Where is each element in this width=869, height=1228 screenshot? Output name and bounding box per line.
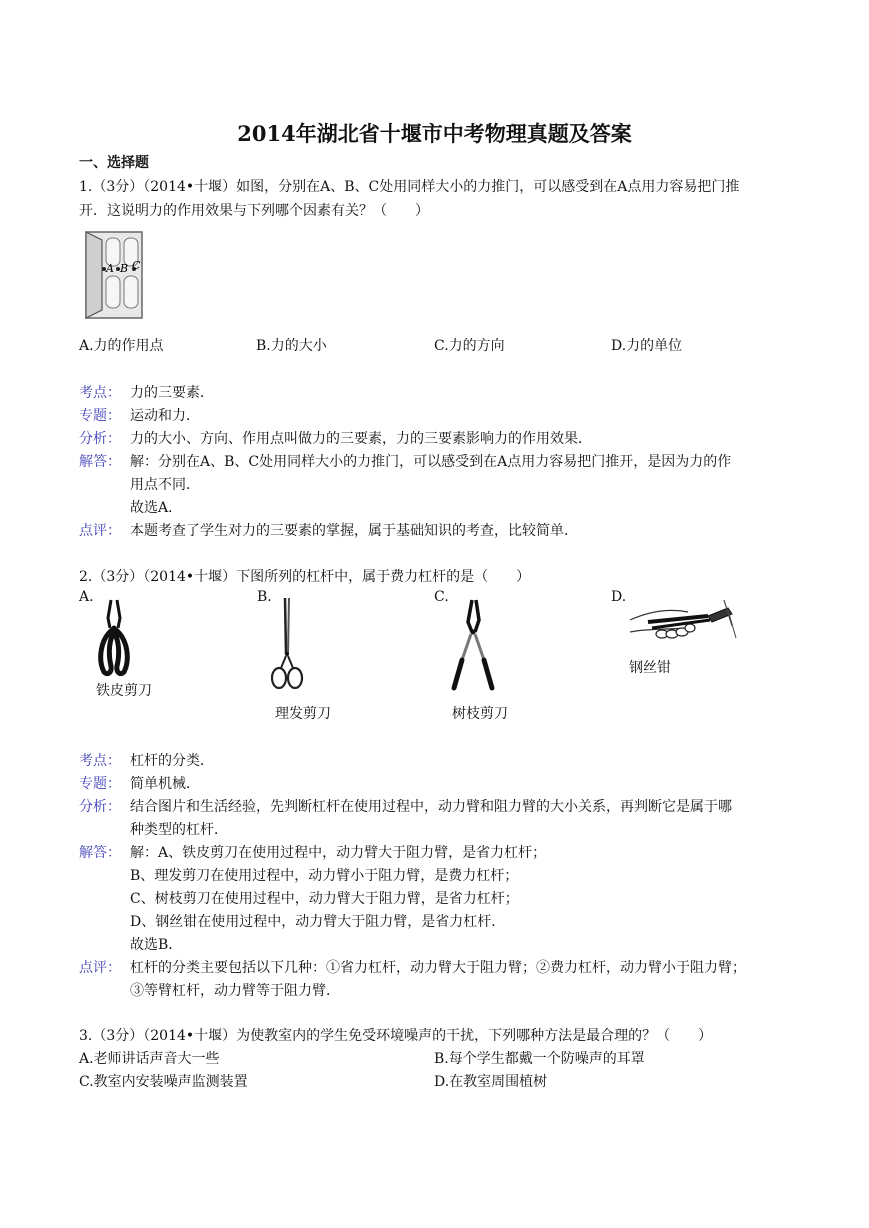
door-label-b: B <box>120 262 129 275</box>
q2-fenxi-label: 分析： <box>79 799 121 815</box>
q1-kaodian: 力的三要素． <box>130 385 214 401</box>
q2-jieda-line4: D、钢丝钳在使用过程中，动力臂大于阻力臂，是省力杠杆． <box>130 914 506 930</box>
page-title: 2014年湖北省十堰市中考物理真题及答案 <box>237 121 632 146</box>
q2-jieda-line5: 故选B． <box>130 937 183 953</box>
q2-zhuanti: 简单机械． <box>130 776 200 792</box>
q2-dianping-line1: 杠杆的分类主要包括以下几种：①省力杠杆，动力臂大于阻力臂；②费力杠杆，动力臂小于阻力臂； <box>130 960 746 976</box>
q3-stem: 3.（3分）（2014•十堰）为使教室内的学生免受环境噪声的干扰，下列哪种方法是最合理的？（ ） <box>79 1028 713 1044</box>
q2-letter-b: B. <box>257 589 272 605</box>
q3-option-b: B.每个学生都戴一个防噪声的耳罩 <box>434 1051 645 1067</box>
q1-fenxi: 力的大小、方向、作用点叫做力的三要素，力的三要素影响力的作用效果． <box>130 431 592 447</box>
q2-kaodian-label: 考点： <box>79 753 121 769</box>
q1-zhuanti-label: 专题： <box>79 408 121 424</box>
branch-shears-figure <box>448 598 498 692</box>
q1-fenxi-label: 分析： <box>79 431 121 447</box>
q1-stem-line1: 1.（3分）（2014•十堰）如图，分别在A、B、C处用同样大小的力推门，可以感受到在A点用力容易把门推 <box>79 179 740 195</box>
q2-letter-a: A. <box>79 589 94 605</box>
q2-caption-a: 铁皮剪刀 <box>96 683 152 699</box>
q2-stem: 2.（3分）（2014•十堰）下图所列的杠杆中，属于费力杠杆的是（ ） <box>79 569 531 585</box>
q2-letter-c: C. <box>434 589 449 605</box>
q2-jieda-line1: 解：A、铁皮剪刀在使用过程中，动力臂大于阻力臂，是省力杠杆； <box>130 845 547 861</box>
q1-option-d: D.力的单位 <box>611 338 683 354</box>
q2-fenxi-line1: 结合图片和生活经验，先判断杠杆在使用过程中，动力臂和阻力臂的大小关系，再判断它是属于哪 <box>130 799 732 815</box>
hair-scissors-figure <box>268 596 308 692</box>
q1-option-c: C.力的方向 <box>434 338 505 354</box>
q1-option-a: A.力的作用点 <box>79 338 164 354</box>
q2-jieda-line2: B、理发剪刀在使用过程中，动力臂小于阻力臂，是费力杠杆； <box>130 868 519 884</box>
q1-jieda-line1: 解：分别在A、B、C处用同样大小的力推门，可以感受到在A点用力容易把门推开，是因为力的作 <box>130 454 732 470</box>
q3-option-a: A.老师讲话声音大一些 <box>79 1051 220 1067</box>
q2-dianping-label: 点评： <box>79 960 121 976</box>
q2-jieda-label: 解答： <box>79 845 121 861</box>
q1-jieda-label: 解答： <box>79 454 121 470</box>
q1-option-b: B.力的大小 <box>256 338 327 354</box>
q2-jieda-line3: C、树枝剪刀在使用过程中，动力臂大于阻力臂，是省力杠杆； <box>130 891 519 907</box>
q1-dianping: 本题考查了学生对力的三要素的掌握，属于基础知识的考查，比较简单． <box>130 523 578 539</box>
q2-kaodian: 杠杆的分类． <box>130 753 214 769</box>
door-label-a: A <box>106 262 114 275</box>
q1-jieda-line3: 故选A． <box>130 500 183 516</box>
door-label-c: C <box>132 259 141 272</box>
q3-option-c: C.教室内安装噪声监测装置 <box>79 1074 248 1090</box>
tin-snips-figure <box>94 598 134 678</box>
door-figure <box>84 228 146 320</box>
q2-zhuanti-label: 专题： <box>79 776 121 792</box>
q1-jieda-line2: 用点不同． <box>130 477 200 493</box>
q2-letter-d: D. <box>611 589 627 605</box>
q1-dianping-label: 点评： <box>79 523 121 539</box>
q3-option-d: D.在教室周围植树 <box>434 1074 548 1090</box>
q1-zhuanti: 运动和力． <box>130 408 200 424</box>
q2-dianping-line2: ③等臂杠杆，动力臂等于阻力臂． <box>130 983 340 999</box>
q2-caption-b: 理发剪刀 <box>275 706 331 722</box>
q1-stem-line2: 开．这说明力的作用效果与下列哪个因素有关？（ ） <box>79 203 429 219</box>
q2-fenxi-line2: 种类型的杠杆． <box>130 822 228 838</box>
q1-kaodian-label: 考点： <box>79 385 121 401</box>
q2-caption-d: 钢丝钳 <box>629 660 671 676</box>
wire-pliers-figure <box>628 598 738 648</box>
q2-caption-c: 树枝剪刀 <box>452 706 508 722</box>
section-heading: 一、选择题 <box>79 155 149 171</box>
